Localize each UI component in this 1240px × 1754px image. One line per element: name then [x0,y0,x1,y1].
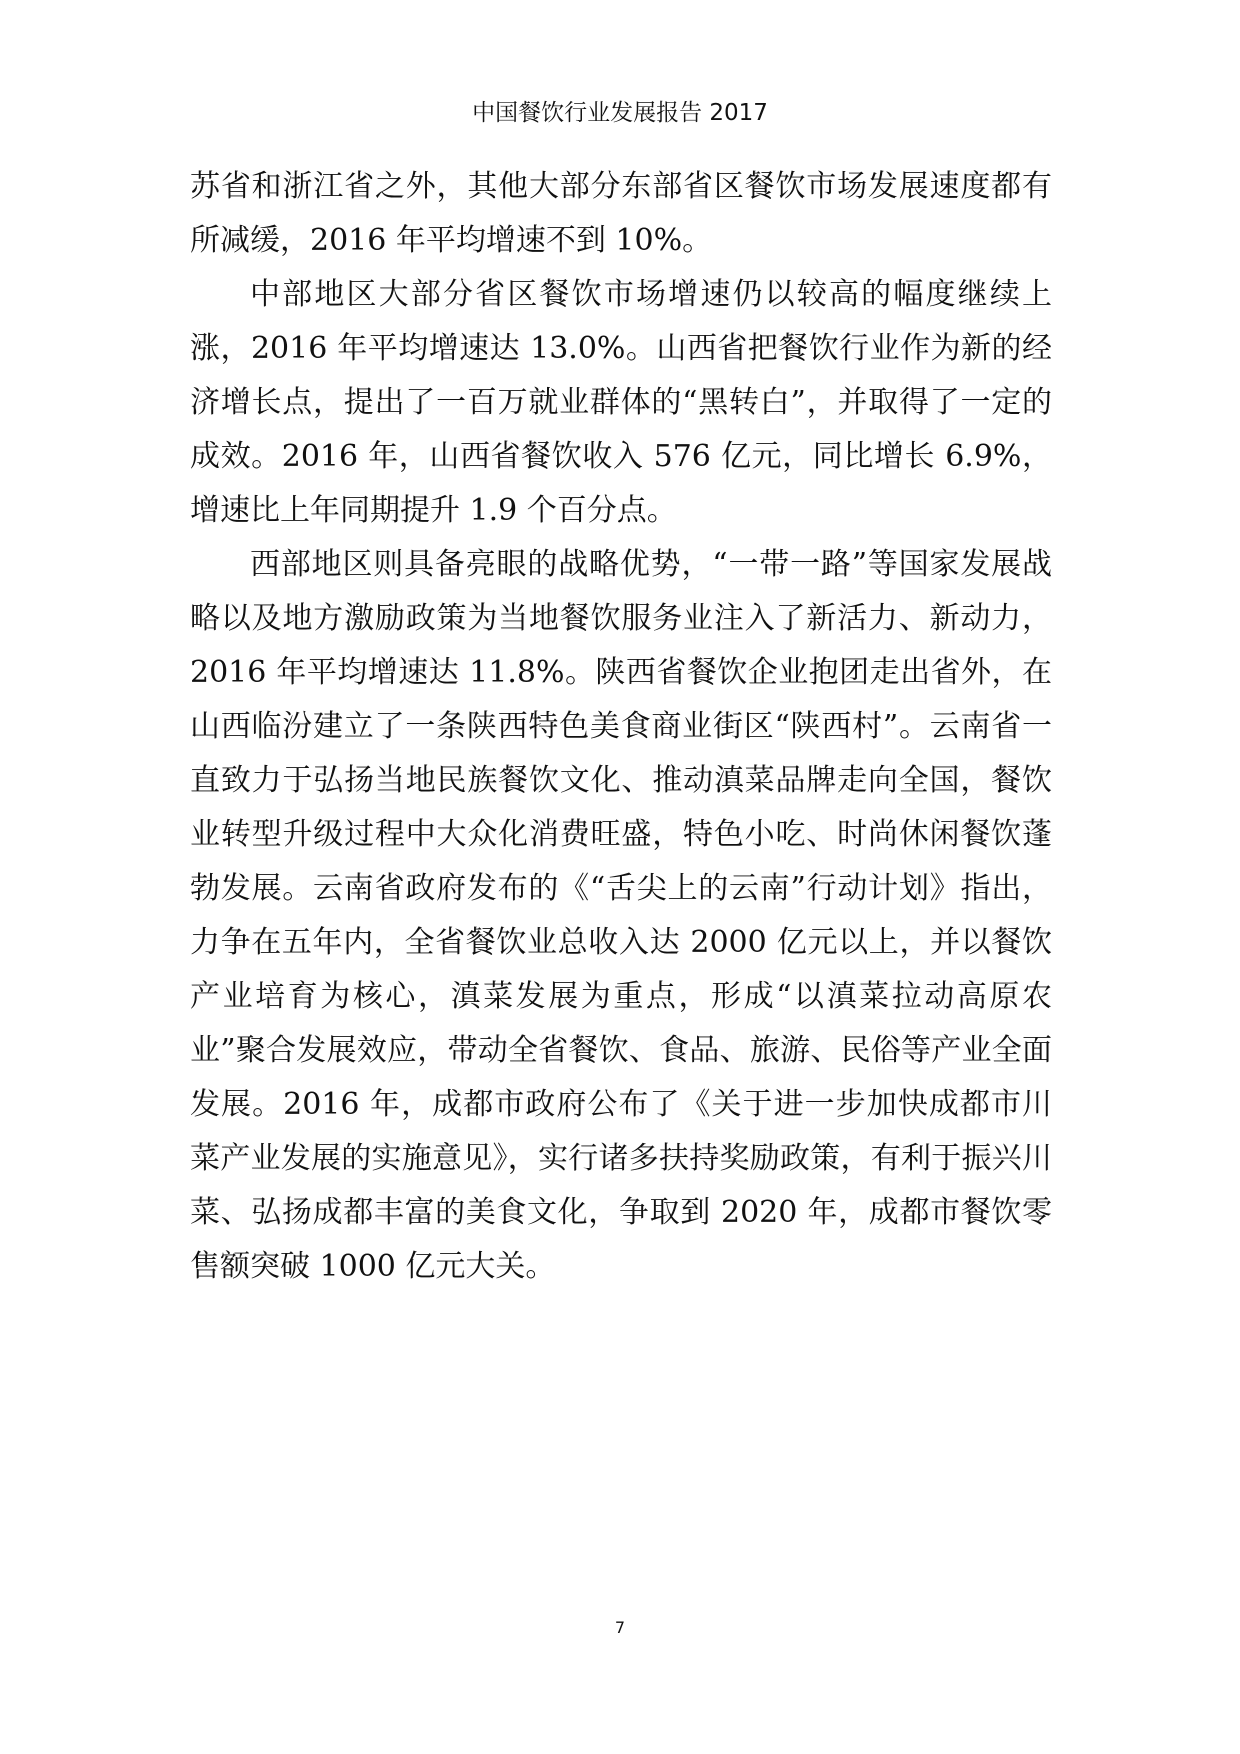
body-text [190,160,1052,1294]
paragraph-central-region: 中部地区大部分省区餐饮市场增速仍以较高的幅度继续上涨，2016 年平均增速达 13.0%。山西省把餐饮行业作为新的经济增长点，提出了一百万就业群体的“黑转白”，并取得了一定的成效。2016 年，山西省餐饮收入 576 亿元，同比增长 6.9%，增速比上年同期提升 1.9 个百分点。 [190,277,1052,528]
paragraph-western-region: 西部地区则具备亮眼的战略优势，“一带一路”等国家发展战略以及地方激励政策为当地餐饮服务业注入了新活力、新动力，2016 年平均增速达 11.8%。陕西省餐饮企业抱团走出省外，在山西临汾建立了一条陕西特色美食商业街区“陕西村”。云南省一直致力于弘扬当地民族餐饮文化、推动滇菜品牌走向全国，餐饮业转型升级过程中大众化消费旺盛，特色小吃、时尚休闲餐饮蓬勃发展。云南省政府发布的《“舌尖上的云南”行动计划》指出，力争在五年内，全省餐饮业总收入达 2000 亿元以上，并以餐饮产业培育为核心，滇菜发展为重点，形成“以滇菜拉动高原农业”聚合发展效应，带动全省餐饮、食品、旅游、民俗等产业全面发展。2016 年，成都市政府公布了《关于进一步加快成都市川菜产业发展的实施意见》，实行诸多扶持奖励政策，有利于振兴川菜、弘扬成都丰富的美食文化，争取到 2020 年，成都市餐饮零售额突破 1000 亿元大关。 [190,547,1052,1284]
running-header: 中国餐饮行业发展报告 2017 [472,100,768,126]
page-number: 7 [614,1618,626,1637]
paragraph-continuation: 苏省和浙江省之外，其他大部分东部省区餐饮市场发展速度都有所减缓，2016 年平均增速不到 10%。 [190,169,1052,258]
